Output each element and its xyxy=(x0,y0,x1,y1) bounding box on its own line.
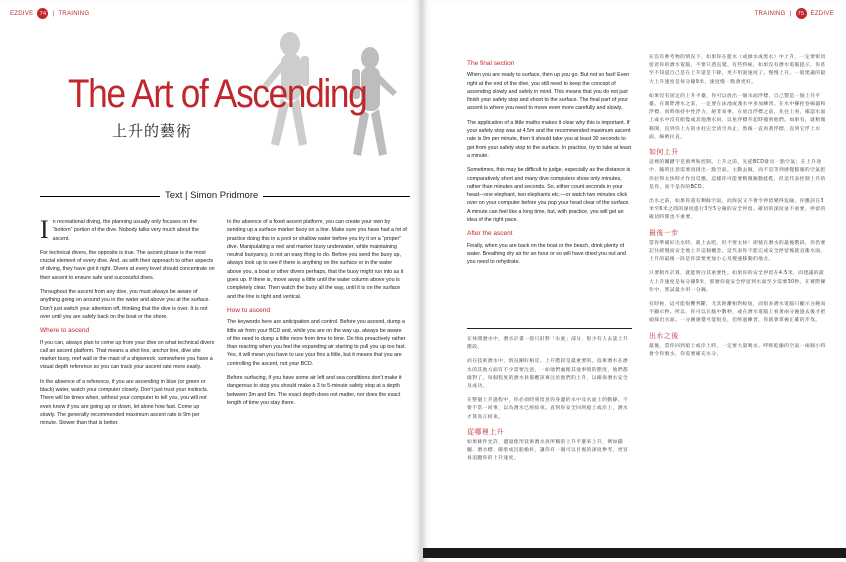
left-page xyxy=(0,0,420,562)
section-divider xyxy=(467,328,632,329)
brand-logo: EZDIVE xyxy=(810,10,834,17)
brand-logo: EZDIVE xyxy=(10,10,34,17)
drop-cap: I xyxy=(40,215,49,244)
chinese-column-1: 在休閒潛水中，潛水計畫一般只針對「水底」部分，很少有人去談上升階段。 而在技術潛水中，情況剛好相反。上升階段是最重要的。技術潛水在潛水的其他方面有不少需要注意，一如他們處理其他事情的態度，他們都做對了。每個程度的潛水員都應該專注於他們的上升，以確保潛水安全及成功。 在整個上升過程中，你必須時刻留意你身邊的水中及水面上的動靜。不要不當一回事，以為潛水已經結束。直到你安全回到船上或岸上，潛水才算真正結束。 從哪裡上升 如果條件允許，儘量使用技術潛水員所稱的上升平臺來上升，例如錨繩、潛水標、礁壁或沉船桅杆，讓你有一個可以目視的深度參考，更容易追蹤你的上升速度。 xyxy=(467,336,632,470)
article-column-2: In the absence of a fixed ascent platform, you can create your own by sending up a surface marker buoy on a line. Make sure you have had a lot of practice doing this in a pool or shallow water before you try it on a “proper” dive. Manipulating a reel and marker buoy underwater, while maintaining neutral buoyancy, is not an easy thing to do. Before you send the buoy up, always look up to see if there is anything on the surface or in the water above you, a boat or other divers perhaps, that the buoy might run into as it goes up. If there is, move away a little until the water column above you is completely clear. Then watch the buoy all the way, until it is on the surface and the line is tight and vertical. How to ascend The keywords here are anticipation and control. Before you ascend, dump a little air from your BCD and, while you are on the way up, always be aware of the need to dump a little more from time to time. Do this proactively rather than reacting when you feel the expanding air starting to pull you up too fast. Yes, it will mean you have to use your fins a little, but it means that you are controlling the ascent, not your BCD. Before surfacing, if you have some air left and sea conditions don’t make it dangerous to stop you should make a 3 to 5-minute safety stop at a depth between 3m and 6m. The exact depth does not matter, nor does the exact length of time you stay there. xyxy=(227,219,407,406)
page-title: The Art of Ascending xyxy=(68,72,367,116)
page-number: 75 xyxy=(796,8,807,19)
heading-final-section: The final section xyxy=(467,60,515,67)
page-bottom-bar xyxy=(423,548,846,558)
right-header: TRAINING | 75 EZDIVE xyxy=(755,8,834,19)
heading-where-to-ascend: Where to ascend xyxy=(40,327,90,335)
left-header: EZDIVE 74 | TRAINING xyxy=(10,8,89,19)
heading-zh-how: 如何上升 xyxy=(649,148,679,157)
heading-zh-where: 從哪裡上升 xyxy=(467,427,504,436)
article-column-3: The final section When you are ready to surface, then up you go. But not so fast! Even right at the end of the dive, you still need to keep the concept of ascending slowly and safely in mind. This means that you do not just finish your safety stop and shoot to the surface. The final part of your ascent is where you need to move even more carefully and slowly. The application of a little maths makes it clear why this is important. If your safety stop was at 4.5m and the recommended maximum ascent rate is 9m per minute, then it should take you at least 30 seconds to get from your safety stop to the surface. In practice, try to take at least a minute. Sometimes, this may be difficult to judge, especially as the distance is comparatively short and many dive computers show only minutes, rather than minutes and seconds. So, either count seconds in your head—one elephant, two elephants etc.—or watch two minutes click over on your computer before you pop your head clear of the surface. A minute can feel like a long time, but, with practice, you will get an idea of the right pace. After the ascent Finally, when you are back on the boat or the beach, drink plenty of water. Breathing dry air for an hour or so will have dried you out and you need to rehydrate. xyxy=(467,60,631,266)
chinese-subtitle: 上升的藝術 xyxy=(112,122,193,140)
heading-how-to-ascend: How to ascend xyxy=(227,306,270,314)
page-number: 74 xyxy=(37,8,48,19)
section-label: TRAINING xyxy=(58,10,90,17)
heading-zh-after: 出水之後 xyxy=(649,331,679,340)
author-credit: Text | Simon Pridmore xyxy=(160,190,263,201)
heading-after-the-ascent: After the ascent xyxy=(467,230,513,238)
section-label: TRAINING xyxy=(754,10,786,17)
chinese-column-2: 在沒有參考物的情況下，如果你在藍水（或綠水或黑水）中上升，一定要密切留意你的潛水電腦，不要只憑直覺。有些時候，如果沒有潛水電腦提示，你甚至不知道自己是在上升還是下降，更不用說速度了。慢慢上升。一般建議的最大上升速度是每分鐘9米，速度慢一點會更好。 如果沒有固定的上升平臺，你可以放出一個水面浮標，自己製造一個上升平臺。在實際潛水之前，一定要在泳池或淺水中多加練習。在水中操控卷線器和浮標，同時保持中性浮力，絕非易事。在放出浮標之前，先往上看，確認水面上或水中沒有船隻或其他潛水員，以免浮標升起時撞到他們。如果有，就稍微移開，直到你上方的水柱完全清空為止，然後一直看著浮標，直到它浮上水面，線被拉直。 如何上升 這裡的關鍵字是預判和控制。上升之前，先從BCD排出一點空氣；在上升途中，隨時注意需要再排出一點空氣。主動去做，而不是等到感覺膨脹的空氣把你拉得太快時才作出反應。這樣你可能要稍微踢動蛙鞋，但這代表控制上升的是你，而不是你的BCD。 出水之前，如果你還有剩餘空氣，而海況又不會令停留變得危險，你應該在3米至6米之間的深度進行3至5分鐘的安全停留。確切的深度並不重要，停留的確切時間也不重要。 最後一步 當你準備好出水時，就上去吧。但不要太快！即使在潛水的最後階段，你仍要記住緩慢而安全地上升這個概念。這代表你不能完成安全停留後就直衝水面。上升的最後一段是你需要更加小心及慢速移動的地方。 只要稍作計算，就能明白其重要性。如果你的安全停留在4.5米，而建議的最大上升速度是每分鐘9米，那麼你從安全停留到水面至少需要30秒。在實際操作中，嘗試最少用一分鐘。 有時候，這可能很難判斷，尤其距離相對較短，而很多潛水電腦只顯示分鐘而不顯示秒。所以，你可以在腦中數秒，或在潛水電腦上看著兩分鐘過去後才把頭探出水面。一分鐘感覺可能很長，但經過練習，你就會掌握正確的步伐。 出水之後 最後，當你回到船上或岸上時，一定要大量喝水。呼吸乾燥的空氣一兩個小時會令你脫水，你需要補充水分。 xyxy=(649,55,826,358)
article-column-1: In recreational diving, the planning usually only focuses on the “bottom” portion of the dive. Nobody talks very much about the ascent. For technical divers, the opposite is true. The ascent phase is the most crucial element of every dive. And, as with their approach to other aspects of diving, they have got it right. Divers at every level should concentrate on their ascent to ensure safe and successful dives. Throughout the ascent from any dive, you must always be aware of anything going on around you in the water and above you at the surface. Don’t just switch your attention off, thinking that the dive is over. It is not over until you are safely back on the boat or the shore. Where to ascend If you can, always plan to come up from your dive on what technical divers call an ascent platform. That means a shot line, anchor line, dive site marker buoy, reef wall or the mast of a shipwreck: somewhere you have a visual depth reference so you can track your ascent rate more easily. In the absence of a reference, if you are ascending in blue (or green or black) water, watch your computer closely. Don’t just trust your instincts. There will be times when, without your computer to tell you, you will not even know if you are going up or down, let alone how fast. Come up slowly. The generally recommended maximum ascent rate is 9m per minute. Slower than that is better. xyxy=(40,215,215,427)
right-page xyxy=(423,0,846,562)
heading-zh-final: 最後一步 xyxy=(649,228,679,237)
